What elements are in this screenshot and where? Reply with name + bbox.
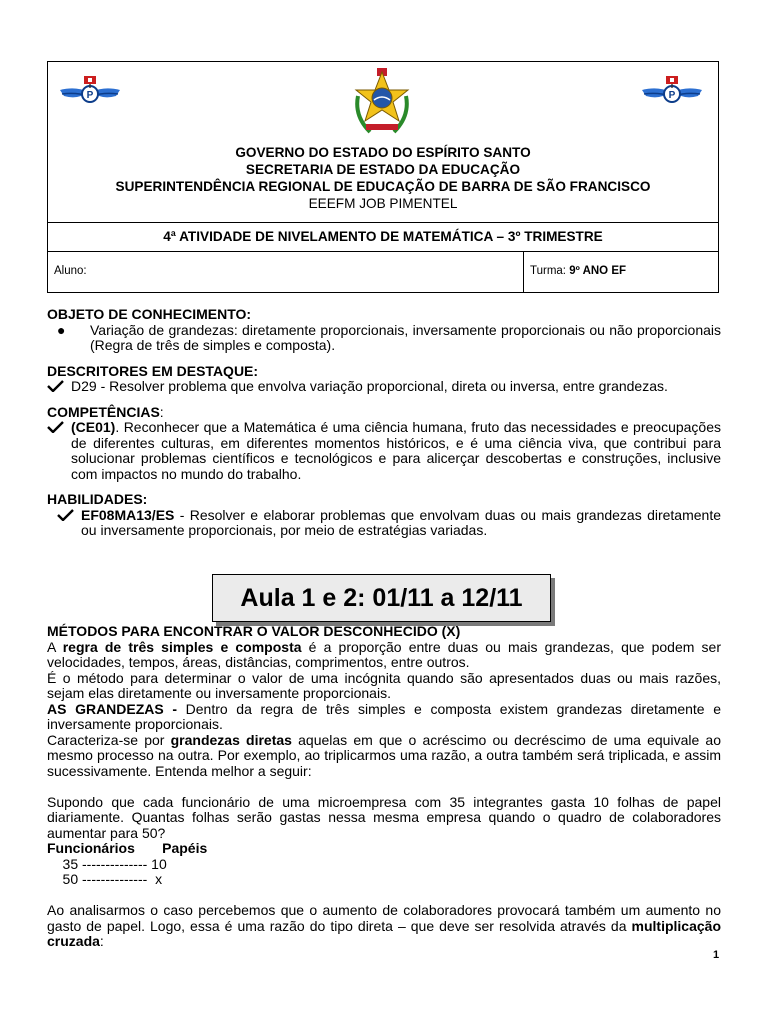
checkmark-icon <box>47 379 71 395</box>
checkmark-icon <box>47 420 71 482</box>
turma-label: Turma: <box>530 265 566 277</box>
metodos-heading: MÉTODOS PARA ENCONTRAR O VALOR DESCONHECIDO (X) <box>47 623 461 639</box>
metodos-paragraph-1: A regra de três simples e composta é a proporção entre duas ou mais grandezas, que podem ser velocidades, tempos, áreas, distâncias, comprimentos, entre outros. <box>47 638 721 670</box>
analysis-paragraph: Ao analisarmos o caso percebemos que o aumento de colaboradores provocará também um aumento no gasto de papel. Logo, essa é uma razão do tipo direta – que deve ser resolvida através da multiplicação cruzada: <box>47 902 721 949</box>
checkmark-icon <box>47 508 81 539</box>
header-logos <box>48 62 718 222</box>
page-number: 1 <box>713 949 720 961</box>
objeto-section <box>47 307 721 354</box>
objeto-item: Variação de grandezas: diretamente proporcionais, inversamente proporcionais ou não proporcionais (Regra de três de simples e composta). <box>90 321 721 353</box>
svg-text:P: P <box>668 90 676 101</box>
competencias-item: (CE01). Reconhecer que a Matemática é uma ciência humana, fruto das necessidades e preocupações de diferentes culturas, em diferentes momentos históricos, e é uma ciência viva, que contribui para solucionar problemas científicos e tecnológicos e para alicerçar descobertas e construções, inclusive com impactos no mundo do trabalho. <box>71 419 721 482</box>
metodos-paragraph-3: AS GRANDEZAS - Dentro da regra de três simples e composta existem grandezas diretamente e inversamente proporcionais. <box>47 700 721 732</box>
metodos-paragraph-4: Caracteriza-se por grandezas diretas aquelas em que o acréscimo ou decréscimo de uma equivale ao mesmo processo na outra. Por exemplo, ao triplicarmos uma razão, a outra também será triplicada, e assim sucessivamente. Entenda melhor a seguir: <box>47 731 721 779</box>
competencias-section <box>47 405 721 483</box>
government-line: GOVERNO DO ESTADO DO ESPÍRITO SANTO <box>235 145 531 160</box>
student-info-row <box>48 251 718 293</box>
institution-lines <box>48 144 718 212</box>
secretariat-line: SECRETARIA DE ESTADO DA EDUCAÇÃO <box>245 162 521 177</box>
school-name-line: EEEFM JOB PIMENTEL <box>308 196 458 211</box>
aula-banner: Aula 1 e 2: 01/11 a 12/11 <box>212 574 551 622</box>
school-wings-logo-icon <box>640 70 704 114</box>
turma-value: 9º ANO EF <box>569 265 627 277</box>
descritores-heading: DESCRITORES EM DESTAQUE: <box>47 362 259 379</box>
example-problem: Supondo que cada funcionário de uma microempresa com 35 integrantes gasta 10 folhas de papel diariamente. Quantas folhas serão gastas nessa mesma empresa quando o quadro de colaboradores aumentar para 50? <box>47 793 721 841</box>
document-body <box>47 307 721 549</box>
habilidades-section <box>47 492 721 539</box>
descritores-item: D29 - Resolver problema que envolva variação proporcional, direta ou inversa, entre grandezas. <box>71 378 668 394</box>
proportion-table-row: 50 -------------- x <box>47 871 163 887</box>
state-crest-icon <box>350 66 414 138</box>
activity-title: 4ª ATIVIDADE DE NIVELAMENTO DE MATEMÁTICA – 3º TRIMESTRE <box>48 222 718 251</box>
descritores-section <box>47 364 721 395</box>
svg-text:P: P <box>86 90 94 101</box>
superintendence-line: SUPERINTENDÊNCIA REGIONAL DE EDUCAÇÃO DE BARRA DE SÃO FRANCISCO <box>115 179 651 194</box>
competencias-heading: COMPETÊNCIAS: <box>47 403 164 420</box>
bullet-icon: ● <box>57 321 66 338</box>
proportion-table-header: Funcionários Papéis <box>47 840 208 856</box>
document-header <box>47 61 719 293</box>
habilidades-item: EF08MA13/ES - Resolver e elaborar problemas que envolvam duas ou mais grandezas diretamente ou inversamente proporcionais, por meio de estratégias variadas. <box>81 506 721 538</box>
habilidades-heading: HABILIDADES: <box>47 491 148 507</box>
turma-field <box>523 252 719 293</box>
metodos-section <box>47 624 721 950</box>
school-wings-logo-icon <box>58 70 122 114</box>
metodos-paragraph-2: É o método para determinar o valor de uma incógnita quando são apresentados duas ou mais razões, sejam elas diretamente ou inversamente proporcionais. <box>47 669 721 701</box>
proportion-table-row: 35 -------------- 10 <box>47 855 167 872</box>
objeto-heading: OBJETO DE CONHECIMENTO: <box>47 306 252 322</box>
aluno-field: Aluno: <box>54 265 87 277</box>
